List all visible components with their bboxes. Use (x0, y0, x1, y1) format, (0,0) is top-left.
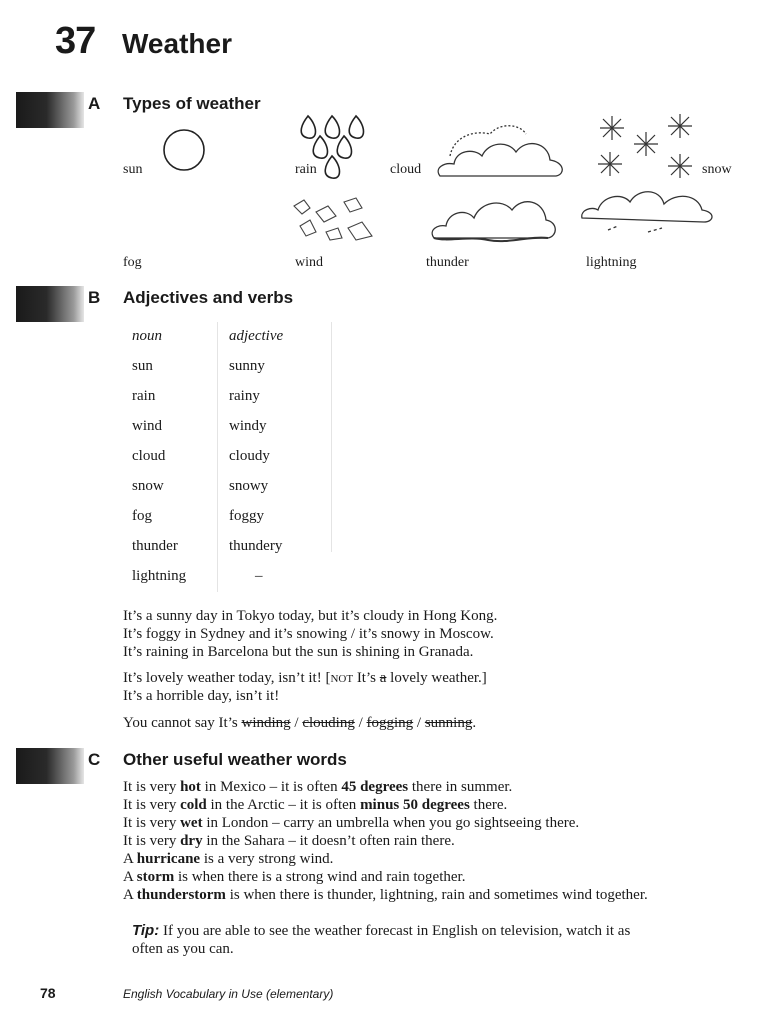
weather-word-line: A thunderstorm is when there is thunder, lightning, rain and sometimes wind together. (123, 887, 648, 903)
sun-picture (160, 126, 210, 176)
table-header-row (125, 322, 335, 352)
adjective-cell: thundery (229, 538, 283, 554)
weather-word-line: A hurricane is a very strong wind. (123, 851, 334, 867)
label-wind: wind (295, 255, 323, 270)
lovely-weather-note (123, 669, 487, 705)
section-a-marker (16, 92, 84, 128)
lightning-picture (578, 182, 718, 238)
lovely-line: It’s lovely weather today, isn’t it! [not It’s a lovely weather.] (123, 670, 487, 686)
example-line: It’s raining in Barcelona but the sun is shining in Granada. (123, 644, 474, 660)
horrible-line: It’s a horrible day, isn’t it! (123, 688, 280, 704)
noun-cell: rain (132, 388, 156, 404)
table-row (125, 442, 335, 472)
label-sun: sun (123, 162, 143, 177)
table-row (125, 532, 335, 562)
adjective-cell: foggy (229, 508, 264, 524)
example-line: It’s foggy in Sydney and it’s snowing / it’s snowy in Moscow. (123, 626, 494, 642)
label-lightning: lightning (586, 255, 637, 270)
label-cloud: cloud (390, 162, 422, 177)
adjective-cell: snowy (229, 478, 269, 494)
table-row (125, 382, 335, 412)
section-a-letter: A (88, 94, 101, 113)
tip-label: Tip: (132, 922, 160, 939)
header-adjective: adjective (229, 328, 284, 344)
section-b-letter: B (88, 288, 101, 307)
section-b-marker (16, 286, 84, 322)
table-row (125, 412, 335, 442)
table-row (125, 472, 335, 502)
page-number: 78 (40, 985, 56, 1001)
weather-words-list (123, 778, 648, 904)
noun-cell: wind (132, 418, 162, 434)
cloud-picture (430, 116, 570, 186)
rain-picture (296, 110, 386, 190)
weather-word-line: It is very wet in London – carry an umbrella when you go sightseeing there. (123, 815, 580, 831)
noun-adjective-table (125, 322, 335, 592)
noun-cell: lightning (132, 568, 187, 584)
wind-picture (286, 192, 386, 248)
label-snow: snow (702, 162, 732, 177)
tip-line: Tip: If you are able to see the weather forecast in English on television, watch it as (132, 922, 631, 939)
adjective-cell: rainy (229, 388, 260, 404)
noun-cell: sun (132, 358, 153, 374)
tip-line: often as you can. (132, 941, 234, 957)
adjective-cell: windy (229, 418, 267, 434)
noun-cell: thunder (132, 538, 178, 554)
cannot-say-note: You cannot say It’s winding / clouding / fogging / sunning. (123, 715, 477, 731)
section-c-title: Other useful weather words (123, 750, 347, 769)
weather-word-line: It is very hot in Mexico – it is often 45 degrees there in summer. (123, 779, 513, 795)
noun-cell: fog (132, 508, 152, 524)
weather-word-line: A storm is when there is a strong wind and rain together. (123, 869, 466, 885)
example-sentences (123, 607, 497, 661)
section-c-marker (16, 748, 84, 784)
section-c-letter: C (88, 750, 101, 769)
noun-cell: cloud (132, 448, 166, 464)
adjective-cell: – (255, 568, 263, 584)
tip-box (132, 922, 630, 958)
header-noun: noun (132, 328, 162, 344)
adjective-cell: cloudy (229, 448, 270, 464)
adjective-cell: sunny (229, 358, 265, 374)
table-row (125, 502, 335, 532)
weather-word-line: It is very dry in the Sahara – it doesn’t often rain there. (123, 833, 455, 849)
unit-number: 37 (55, 20, 96, 62)
unit-title: Weather (122, 28, 232, 59)
example-line: It’s a sunny day in Tokyo today, but it’s cloudy in Hong Kong. (123, 608, 498, 624)
weather-word-line: It is very cold in the Arctic – it is often minus 50 degrees there. (123, 797, 508, 813)
label-rain: rain (295, 162, 317, 177)
label-thunder: thunder (426, 255, 469, 270)
table-row (125, 352, 335, 382)
book-title: English Vocabulary in Use (elementary) (123, 987, 334, 1001)
snow-picture (594, 112, 704, 188)
label-fog: fog (123, 255, 142, 270)
thunder-picture (428, 186, 562, 248)
noun-cell: snow (132, 478, 164, 494)
section-b-title: Adjectives and verbs (123, 288, 294, 307)
table-row (125, 562, 335, 592)
section-a-title: Types of weather (123, 94, 261, 113)
